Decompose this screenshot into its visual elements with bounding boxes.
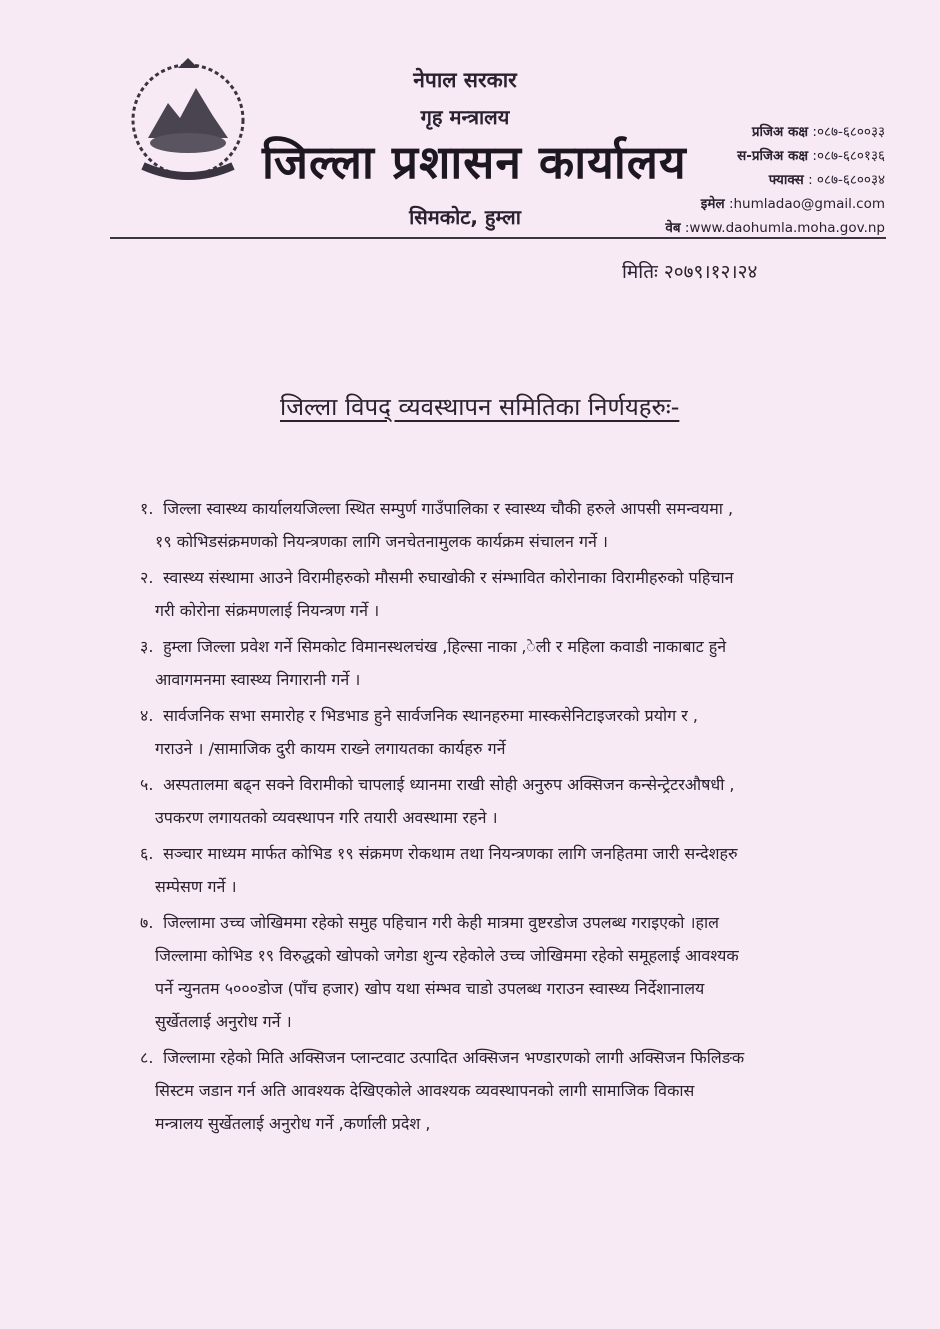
decision-text: सञ्चार माध्यम मार्फत कोभिड १९ संक्रमण रोकथाम तथा नियन्त्रणका लागि जनहितमा जारी सन्देशहरु (163, 844, 738, 863)
document-date: मितिः २०७९।१२।२४ (622, 261, 758, 283)
contact-cdo (665, 120, 885, 144)
contact-value: :humladao@gmail.com (728, 196, 885, 212)
office-title: जिल्ला प्रशासन कार्यालय (262, 135, 687, 189)
document-heading: जिल्ला विपद् व्यवस्थापन समितिका निर्णयहरुः- (280, 393, 680, 421)
decision-line (140, 630, 855, 663)
decision-number: ३. (140, 637, 154, 656)
decision-text: स्वास्थ्य संस्थामा आउने विरामीहरुको मौसमी रुघाखोकी र संम्भावित कोरोनाका विरामीहरुको पहिचान (163, 568, 734, 587)
decision-number: ५. (140, 775, 154, 794)
decision-text: सम्पेसण गर्ने । (155, 877, 237, 896)
decision-text: जिल्लामा उच्च जोखिममा रहेको समुह पहिचान गरी केही मात्रमा वुष्टरडोज उपलब्ध गराइएको ।हाल (163, 913, 720, 932)
decision-text: पर्ने न्युनतम ५०००डोज (पाँच हजार) खोप यथा संम्भव चाडो उपलब्ध गराउन स्वास्थ्य निर्देशानालय (155, 979, 705, 998)
decision-item (140, 1041, 855, 1140)
contact-label: इमेल (700, 196, 725, 212)
contact-value: :०८७-६८०१३६ (812, 148, 885, 164)
decision-number: ४. (140, 706, 154, 725)
contact-value: : ०८७-६८००३४ (808, 172, 885, 188)
contact-fax (665, 168, 885, 192)
decision-text: सिस्टम जडान गर्न अति आवश्यक देखिएकोले आवश्यक व्यवस्थापनको लागी सामाजिक विकास (155, 1081, 695, 1100)
decision-line (140, 1107, 855, 1140)
decision-item (140, 837, 855, 903)
decision-text: गरी कोरोना संक्रमणलाई नियन्त्रण गर्ने । (155, 601, 380, 620)
government-name: नेपाल सरकार (413, 68, 517, 92)
decision-number: ६. (140, 844, 154, 863)
decision-text: हुम्ला जिल्ला प्रवेश गर्ने सिमकोट विमानस्थलचंख ,हिल्सा नाका ,ेली र महिला कवाडी नाकाबाट हुने (163, 637, 727, 656)
decision-number: १. (140, 499, 154, 518)
decision-line (140, 492, 855, 525)
decision-line (140, 1041, 855, 1074)
decision-line (140, 768, 855, 801)
decision-item (140, 699, 855, 765)
decision-item (140, 561, 855, 627)
decision-list (140, 492, 855, 1143)
decision-text: सार्वजनिक सभा समारोह र भिडभाड हुने सार्वजनिक स्थानहरुमा मास्कसेनिटाइजरको प्रयोग र , (163, 706, 698, 725)
decision-line (140, 525, 855, 558)
decision-text: जिल्लामा रहेको मिति अक्सिजन प्लान्टवाट उत्पादित अक्सिजन भण्डारणको लागी अक्सिजन फिलिङक (163, 1048, 745, 1067)
decision-item (140, 630, 855, 696)
contact-acdo (665, 144, 885, 168)
decision-item (140, 492, 855, 558)
decision-line (140, 972, 855, 1005)
decision-item (140, 768, 855, 834)
header-divider (110, 237, 886, 239)
decision-text: सुर्खेतलाई अनुरोध गर्ने । (155, 1012, 292, 1031)
office-location: सिमकोट, हुम्ला (409, 205, 521, 229)
decision-line (140, 1005, 855, 1038)
contact-email (665, 192, 885, 216)
decision-number: ७. (140, 913, 154, 932)
decision-line (140, 699, 855, 732)
ministry-name: गृह मन्त्रालय (420, 105, 510, 129)
decision-text: मन्त्रालय सुर्खेतलाई अनुरोध गर्ने ,कर्णाली प्रदेश , (155, 1114, 431, 1133)
decision-line (140, 939, 855, 972)
decision-text: अस्पतालमा बढ्न सक्ने विरामीको चापलाई ध्यानमा राखी सोही अनुरुप अक्सिजन कन्सेन्ट्रेटरऔषधी , (163, 775, 735, 794)
decision-item (140, 906, 855, 1038)
decision-text: जिल्ला स्वास्थ्य कार्यालयजिल्ला स्थित सम्पुर्ण गाउँपालिका र स्वास्थ्य चौकी हरुले आपसी समन्वयमा , (163, 499, 734, 518)
decision-text: १९ कोभिडसंक्रमणको नियन्त्रणका लागि जनचेतनामुलक कार्यक्रम संचालन गर्ने । (155, 532, 608, 551)
decision-line (140, 732, 855, 765)
decision-text: उपकरण लगायतको व्यवस्थापन गरि तयारी अवस्थामा रहने । (155, 808, 498, 827)
contact-label: फ्याक्स (768, 172, 804, 188)
decision-number: २. (140, 568, 154, 587)
contact-info (665, 120, 885, 240)
contact-label: वेब (665, 220, 681, 236)
decision-line (140, 663, 855, 696)
decision-line (140, 906, 855, 939)
decision-line (140, 870, 855, 903)
decision-text: गराउने । /सामाजिक दुरी कायम राख्ने लगायतका कार्यहरु गर्ने (155, 739, 506, 758)
contact-value: :०८७-६८००३३ (812, 124, 885, 140)
decision-number: ८. (140, 1048, 154, 1067)
contact-value: :www.daohumla.moha.gov.np (684, 220, 885, 236)
decision-line (140, 561, 855, 594)
decision-text: आवागमनमा स्वास्थ्य निगारानी गर्ने । (155, 670, 361, 689)
decision-line (140, 594, 855, 627)
decision-line (140, 801, 855, 834)
contact-label: स-प्रजिअ कक्ष (737, 148, 809, 164)
contact-label: प्रजिअ कक्ष (751, 124, 809, 140)
nepal-emblem-logo (118, 48, 258, 183)
decision-text: जिल्लामा कोभिड १९ विरुद्धको खोपको जगेडा शुन्य रहेकोले उच्च जोखिममा रहेको समूहलाई आवश्यक (155, 946, 739, 965)
decision-line (140, 1074, 855, 1107)
decision-line (140, 837, 855, 870)
